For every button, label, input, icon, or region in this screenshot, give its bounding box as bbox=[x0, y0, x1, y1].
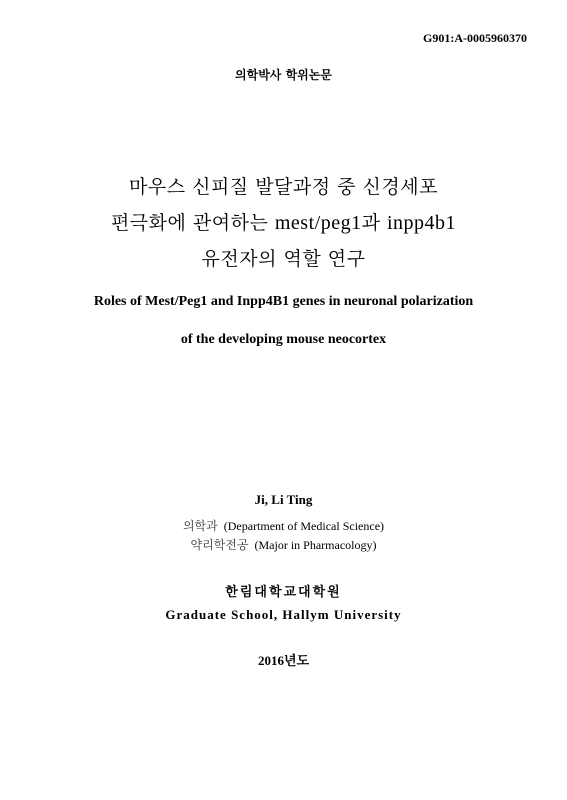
university-english: Graduate School, Hallym University bbox=[165, 607, 402, 622]
major bbox=[0, 536, 567, 553]
korean-title-line-3: 유전자의 역할 연구 bbox=[201, 248, 366, 270]
english-title-line-1: Roles of Mest/Peg1 and Inpp4B1 genes in neuronal polarization bbox=[93, 294, 474, 309]
author-name: Ji, Li Ting bbox=[254, 492, 313, 507]
korean-title-line-2-part-a: 편극화에 관여하는 bbox=[110, 212, 275, 234]
korean-title-line-1: 마우스 신피질 발달과정 중 신경세포 bbox=[129, 176, 438, 198]
document-id: G901:A-0005960370 bbox=[423, 31, 527, 45]
department-korean: 의학과 bbox=[182, 519, 218, 533]
major-korean: 약리학전공 bbox=[190, 538, 249, 552]
year-suffix: 년도 bbox=[283, 654, 310, 669]
year-number: 2016 bbox=[257, 653, 284, 668]
korean-title-line-2-part-c: 과 bbox=[361, 212, 387, 234]
english-title-line-2: of the developing mouse neocortex bbox=[180, 332, 387, 347]
major-english: (Major in Pharmacology) bbox=[254, 538, 377, 552]
korean-title-line-2 bbox=[0, 208, 567, 235]
university-korean: 한림대학교대학원 bbox=[225, 585, 342, 600]
gene-name-mest-peg1: mest/peg1 bbox=[274, 212, 362, 234]
degree-label: 의학박사 학위논문 bbox=[235, 68, 332, 82]
gene-name-inpp4b1: inpp4b1 bbox=[386, 212, 457, 234]
department bbox=[0, 517, 567, 534]
thesis-year bbox=[0, 650, 567, 669]
department-english: (Department of Medical Science) bbox=[223, 519, 385, 533]
